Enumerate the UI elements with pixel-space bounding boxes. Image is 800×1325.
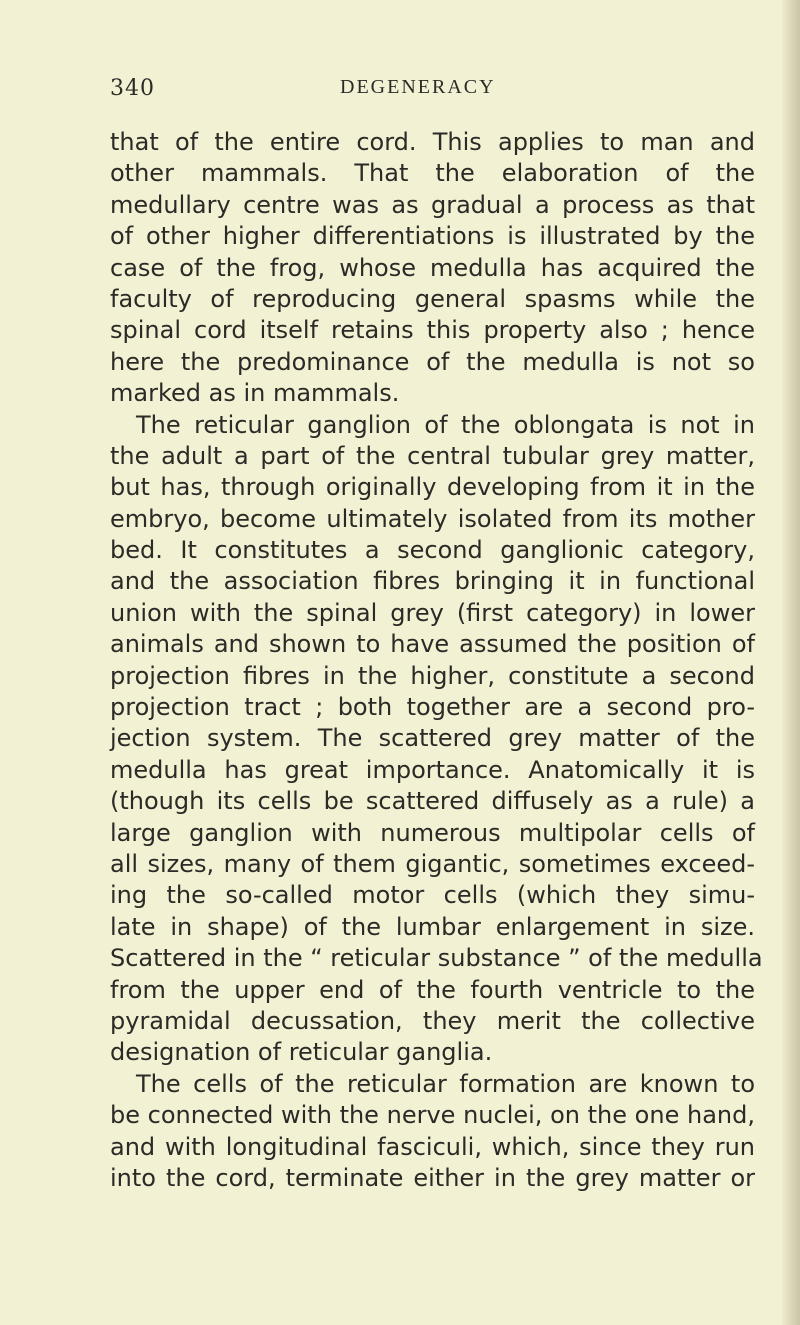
text-line: marked as in mammals. xyxy=(110,379,400,408)
text-line: embryo, become ultimately isolated from its mother xyxy=(110,504,755,533)
page-number: 340 xyxy=(110,76,155,101)
text-line: jection system. The scattered grey matter of the xyxy=(110,724,755,753)
text-line: large ganglion with numerous multipolar cells of xyxy=(110,818,755,847)
text-line: here the predominance of the medulla is not so xyxy=(110,347,755,376)
text-line: faculty of reproducing general spasms while the xyxy=(110,284,755,313)
text-line: spinal cord itself retains this property also ; hence xyxy=(110,316,755,345)
text-line: from the upper end of the fourth ventricle to the xyxy=(110,975,755,1004)
text-line: late in shape) of the lumbar enlargement in size. xyxy=(110,912,755,941)
text-line: union with the spinal grey (first category) in lower xyxy=(110,598,755,627)
page-edge-shadow xyxy=(782,0,800,1325)
text-line: ing the so-called motor cells (which they simu- xyxy=(110,881,755,910)
text-line: other mammals. That the elaboration of the xyxy=(110,159,755,188)
text-line: the adult a part of the central tubular grey matter, xyxy=(110,441,755,470)
text-line: bed. It constitutes a second ganglionic category, xyxy=(110,536,755,565)
text-line: case of the frog, whose medulla has acquired the xyxy=(110,253,755,282)
text-line: and with longitudinal fasciculi, which, since they run xyxy=(110,1132,755,1161)
text-line: projection tract ; both together are a second pro- xyxy=(110,693,755,722)
text-line: animals and shown to have assumed the position of xyxy=(110,630,755,659)
text-line: that of the entire cord. This applies to man and xyxy=(110,128,755,156)
text-line: into the cord, terminate either in the grey matter or xyxy=(110,1163,755,1192)
text-line: pyramidal decussation, they merit the collective xyxy=(110,1006,755,1035)
running-title: DEGENERACY xyxy=(340,76,496,98)
text-line: be connected with the nerve nuclei, on the one hand, xyxy=(110,1101,755,1130)
text-line: but has, through originally developing from it in the xyxy=(110,473,755,502)
text-line: projection fibres in the higher, constitute a second xyxy=(110,661,755,690)
body-text xyxy=(110,127,763,1194)
text-line: medullary centre was as gradual a process as that xyxy=(110,190,755,219)
text-line: (though its cells be scattered diffusely as a rule) a xyxy=(110,787,755,816)
text-line: of other higher differentiations is illustrated by the xyxy=(110,222,755,251)
text-line: designation of reticular ganglia. xyxy=(110,1038,493,1067)
paragraph-start-line: The reticular ganglion of the oblongata is not in xyxy=(136,410,755,439)
text-line: medulla has great importance. Anatomically it is xyxy=(110,755,755,784)
text-line: all sizes, many of them gigantic, sometimes exceed- xyxy=(110,849,755,878)
text-line: and the association fibres bringing it in functional xyxy=(110,567,755,596)
running-head xyxy=(110,76,710,106)
paragraph-start-line: The cells of the reticular formation are known to xyxy=(136,1069,755,1098)
text-line: Scattered in the “ reticular substance ” of the medulla xyxy=(110,944,763,973)
